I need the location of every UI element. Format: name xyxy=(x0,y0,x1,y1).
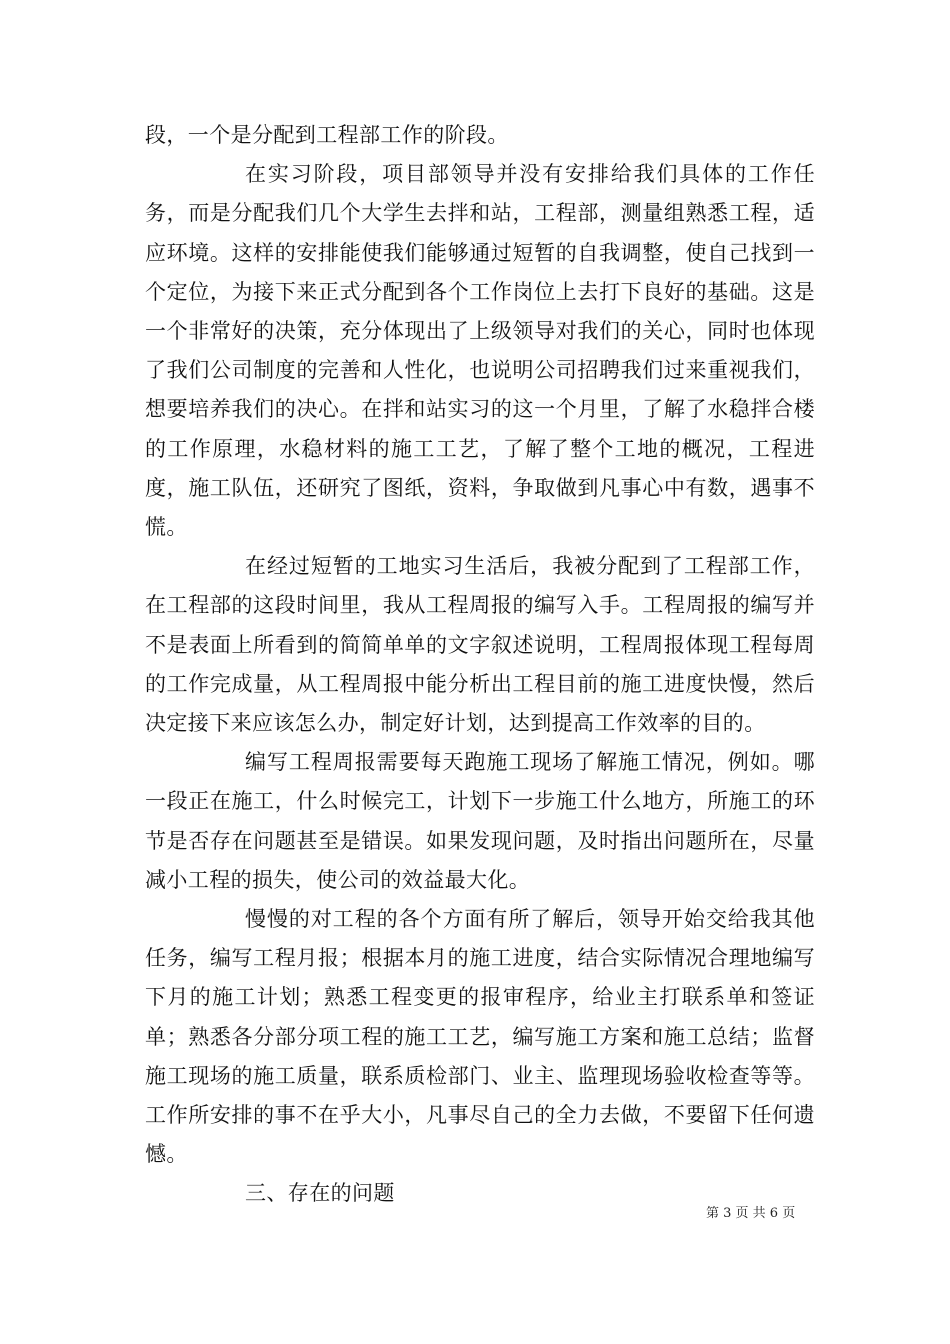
paragraph-engineering-department: 在经过短暂的工地实习生活后，我被分配到了工程部工作，在工程部的这段时间里，我从工程周报的编写入手。工程周报的编写并不是表面上所看到的简简单单的文字叙述说明，工程周报体现工程每周的工作完成量，从工程周报中能分析出工程目前的施工进度快慢，然后决定接下来应该怎么办，制定好计划，达到提高工作效率的目的。 xyxy=(145,554,815,736)
paragraph-weekly-report: 编写工程周报需要每天跑施工现场了解施工情况，例如。哪一段正在施工，什么时候完工，计划下一步施工什么地方，所施工的环节是否存在问题甚至是错误。如果发现问题，及时指出问题所在，尽量减小工程的损失，使公司的效益最大化。 xyxy=(145,750,815,892)
paragraph-internship-stage: 在实习阶段，项目部领导并没有安排给我们具体的工作任务，而是分配我们几个大学生去拌和站，工程部，测量组熟悉工程，适应环境。这样的安排能使我们能够通过短暂的自我调整，使自己找到一个定位，为接下来正式分配到各个工作岗位上去打下良好的基础。这是一个非常好的决策，充分体现出了上级领导对我们的关心，同时也体现了我们公司制度的完善和人性化，也说明公司招聘我们过来重视我们，想要培养我们的决心。在拌和站实习的这一个月里，了解了水稳拌合楼的工作原理，水稳材料的施工工艺，了解了整个工地的概况，工程进度，施工队伍，还研究了图纸，资料，争取做到凡事心中有数，遇事不慌。 xyxy=(145,162,815,540)
page-number: 第 3 页 共 6 页 xyxy=(706,1206,796,1221)
paragraph-other-tasks: 慢慢的对工程的各个方面有所了解后，领导开始交给我其他任务，编写工程月报；根据本月的施工进度，结合实际情况合理地编写下月的施工计划；熟悉工程变更的报审程序，给业主打联系单和签证单；熟悉各分部分项工程的施工工艺，编写施工方案和施工总结；监督施工现场的施工质量，联系质检部门、业主、监理现场验收检查等等。工作所安排的事不在乎大小，凡事尽自己的全力去做，不要留下任何遗憾。 xyxy=(145,907,815,1167)
document-body xyxy=(145,116,815,1214)
paragraph-continued: 段，一个是分配到工程部工作的阶段。 xyxy=(145,123,509,147)
section-heading-problems: 三、存在的问题 xyxy=(245,1181,395,1206)
